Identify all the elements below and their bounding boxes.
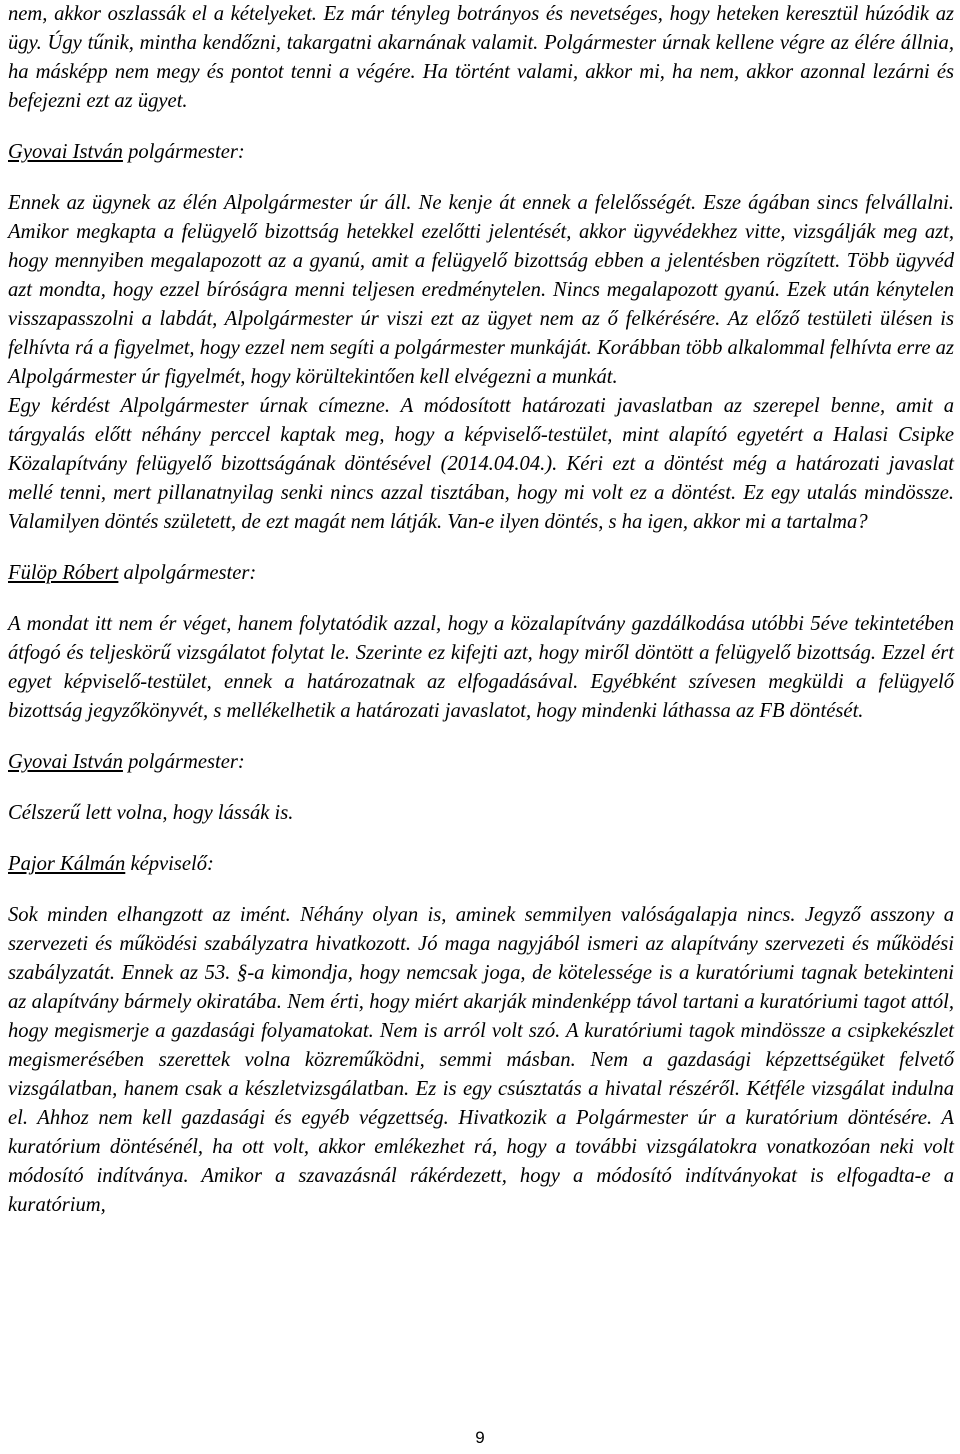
speaker-name: Gyovai István [8,751,123,773]
speaker-name: Fülöp Róbert [8,562,119,584]
speaker-role: polgármester: [128,751,245,773]
speaker-heading-3 [8,748,954,777]
speaker-role: képviselő: [130,853,214,875]
paragraph-3: Egy kérdést Alpolgármester úrnak címezne. A módosított határozati javaslatban az szerepel benne, amit a tárgyalás előtt néhány perccel kaptak meg, hogy a képviselő-testület, mint alapító egyetért a Halasi Csipke Közalapítvány felügyelő bizottságának döntésével (2014.04.04.). Kéri ezt a döntést még a határozati javaslat mellé tenni, mert pillanatnyilag senki nincs azzal tisztában, hogy mi volt ez a döntést. Ez egy utalás mindössze. Valamilyen döntés született, de ezt magát nem látják. Van-e ilyen döntés, s ha igen, akkor mi a tartalma? [8,395,954,533]
speaker-name: Gyovai István [8,141,123,163]
page-number: 9 [475,1428,485,1447]
document-page [8,0,954,1220]
speaker-role: alpolgármester: [123,562,257,584]
paragraph-4: A mondat itt nem ér véget, hanem folytatódik azzal, hogy a közalapítvány gazdálkodása utóbbi 5éve tekintetében átfogó és teljeskörű vizsgálatot folytat le. Szerinte ez kifejti azt, hogy miről döntött a felügyelő bizottság. Ezzel ért egyet képviselő-testület, ennek a határozatnak az elfogadásával. Egyébként szívesen megküldi a felügyelő bizottság jegyzőkönyvét, s mellékelhetik a határozati javaslatot, hogy mindenki láthassa az FB döntését. [8,613,954,722]
paragraph-6: Sok minden elhangzott az imént. Néhány olyan is, aminek semmilyen valóságalapja nincs. Jegyző asszony a szervezeti és működési szabályzatra hivatkozott. Jó maga nagyjából ismeri az alapítvány szervezeti és működési szabályzatát. Ennek az 53. §-a kimondja, hogy nemcsak joga, de kötelessége is a kuratóriumi tagnak betekinteni az alapítvány bármely okiratába. Nem érti, hogy miért akarják mindenképp távol tartani a kuratóriumi tagot attól, hogy megismerje a gazdasági folyamatokat. Nem is arról volt szó. A kuratóriumi tagok mindössze a csipkekészlet megismerésében szerettek volna közreműködni, semmi másban. Nem a gazdasági képzettségüket felvető vizsgálatban, hanem csak a készletvizsgálatban. Ez is egy csúsztatás a hivatal részéről. Kétféle vizsgálat indulna el. Ahhoz nem kell gazdasági és egyéb végzettség. Hivatkozik a Polgármester úr a kuratórium döntésére. A kuratórium döntésénél, ha ott volt, akkor emlékezhet rá, hogy a további vizsgálatokra vonatkozóan neki volt módosító indítványa. Amikor a szavazásnál rákérdezett, hogy a módosító indítványokat is elfogadta-e a kuratórium, [8,904,954,1216]
speaker-heading-1 [8,138,954,167]
paragraph-5: Célszerű lett volna, hogy lássák is. [8,802,294,824]
speaker-heading-2 [8,559,954,588]
speaker-name: Pajor Kálmán [8,853,126,875]
speaker-heading-4 [8,850,954,879]
paragraph-2: Ennek az ügynek az élén Alpolgármester úr áll. Ne kenje át ennek a felelősségét. Esze ágában sincs felvállalni. Amikor megkapta a felügyelő bizottság hetekkel ezelőtti jelentését, akkor ügyvédekhez vitte, vizsgálják meg azt, hogy mennyiben megalapozott az a gyanú, amit a felügyelő bizottság ebben a jelentésben rögzített. Több ügyvéd azt mondta, hogy ezzel bíróságra menni teljesen eredménytelen. Nincs megalapozott gyanú. Ezek után kénytelen visszapasszolni a labdát, Alpolgármester úr viszi ezt az ügyet nem az ő felkérésére. Az előző testületi ülésen is felhívta rá a figyelmet, hogy ezzel nem segíti a polgármester munkáját. Korábban több alkalommal felhívta erre az Alpolgármester úr figyelmét, hogy körültekintően kell elvégezni a munkát. [8,192,954,388]
paragraph-1: nem, akkor oszlassák el a kételyeket. Ez már tényleg botrányos és nevetséges, hogy heteken keresztül húzódik az ügy. Úgy tűnik, mintha kendőzni, takargatni akarnának valamit. Polgármester úrnak kellene végre az élére állnia, ha másképp nem megy és pontot tenni a végére. Ha történt valami, akkor mi, ha nem, akkor azonnal lezárni és befejezni ezt az ügyet. [8,3,954,112]
speaker-role: polgármester: [128,141,245,163]
